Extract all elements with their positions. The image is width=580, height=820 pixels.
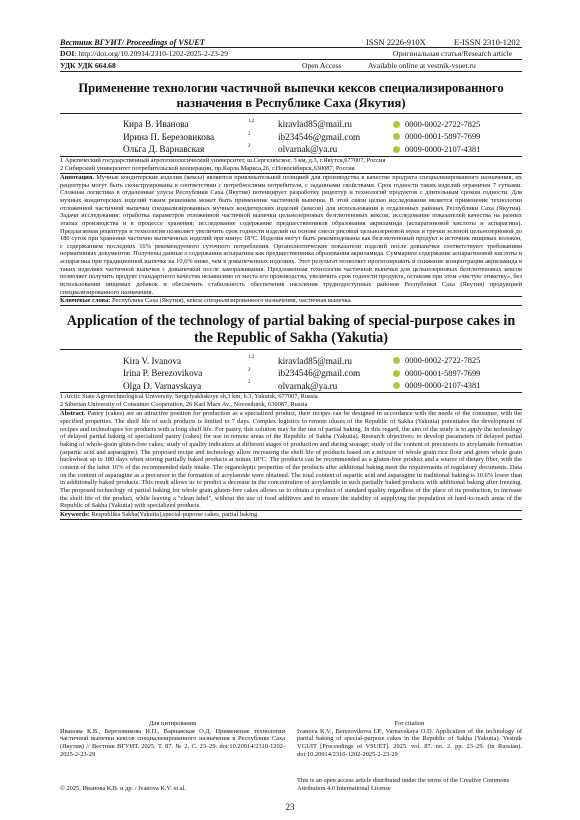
rule	[60, 349, 522, 350]
abstract-text: Мучные кондитерские изделия (кексы) являются привлекательной позицией для производства в качестве продукта специализированного назначения, их рецептуры могут быть сконструированы в соответствии с потребностями потребителя, с заданными свойствами. Срок годности таких изделий ограничен 7 сутками. Сложная логистика в отдаленные улусы Республики Саха (Якутия) потенцирует разработку рецептур и технологий продуктов с длительным сроком годности. Для мучных кондитерских изделий таким решением может быть применение частичной выпечки. В этой связи целью исследования является применение технологии отложенной частичной выпечки специализированных мучных кондитерских изделий (кексов) для использования в отдаленных районах Республики Саха (Якутия). Задачи исследования: отработка параметров отложенной частичной выпечки цельнозерновых безглютеновых кексов; исследование показателей качества на разных этапах производства и в процессе хранения; исследование содержание предшественников образования акриламида (аспарагиновой кислоты и аспарагина). Предлагаемая рецептура и технология позволяет увеличить срок годности изделий на основе смеси рисовой цельнозерновой муки и гречки зеленой цельнозерновой до 180 суток при хранении частично выпеченных изделий при минус 18°С. Изделия могут быть рекомендованы как безглютеновый продукт и источник пищевых волокон, с содержанием последних 16% рекомендуемого суточного потребления. Органолептические показатели изделий после довыпечки соответствуют требованиям нормативных документов. Получены данные о содержании аспарагина как предшественника образования акриламида. Суммарное содержание аспарагиновой кислоты и аспарагина при традиционной выпечке на 10,6% ниже, чем в довыпеченных изделиях. Этот результат позволяет прогнозировать и снижение концентрации акриламида в таких изделиях частичной выпечки с довыпечкой после замораживания. Предложенная технология частичной выпечки для цельнозерновых безглютеновых кексов позволяет получить продукт стандартного качества независимо от места его производства, увеличить срок годности продукта, оставляя при этом «чистую этикетку», без использования пищевых добавок и обеспечить стабильность обеспечения населения труднодоступных районов Республики Саха (Якутия) продукцией специализированного назначения.	[60, 173, 522, 296]
citation-en-text: Ivanova K.V., Berezovikova I.P., Varnavskaya O.D. Application of the technology of partial baking of special-purpose cakes in the Republic of Sakha (Yakutia). Vestnik VGUIT [Proceedings of VSUET]. 2025. vol. 87. no. 2. pp. 23–29. (in Russian). doi:10.20914/2310-1202-2025-2-23-29	[297, 727, 522, 758]
affiliation-2-ru: 2 Сибирский университет потребительской кооперации, пр.Карла Маркса,26, г.Новосибирск,630087, Россия	[60, 164, 355, 172]
authors-en	[60, 354, 522, 392]
author-orcid[interactable]: 0009-0000-2107-4381	[405, 381, 481, 391]
citation-ru-heading: Для цитирования	[148, 720, 197, 727]
journal-header	[60, 33, 522, 47]
title-en: Application of the technology of partial baking of special-purpose cakes in the Republic of Sakha (Yakutia)	[66, 313, 516, 347]
author-email[interactable]: olvarnak@ya.ru	[278, 144, 338, 155]
keywords-label: Ключевые слова:	[60, 297, 111, 305]
keywords-text: Республика Саха (Якутия), кексы специализированного назначения, частичная выпечка.	[110, 297, 352, 305]
citation-en-heading: For citation	[394, 720, 425, 727]
orcid-icon	[393, 133, 400, 140]
author-row	[60, 379, 522, 392]
open-access: Open Access	[302, 61, 342, 70]
abstract-label: Abstract.	[60, 410, 86, 418]
author-affiliation: 2	[248, 144, 251, 149]
affiliation-1-ru: 1 Арктический государственный агротехнологический университет, ш.Сергеляхское, 3 км, д.3, г.Якутск,677007, Россия	[60, 156, 386, 164]
author-name: Кира В. Иванова	[123, 119, 189, 130]
author-email[interactable]: kiravlad85@mail.ru	[278, 119, 353, 130]
author-email[interactable]: ib234546@gmail.com	[278, 131, 361, 142]
issn: ISSN 2226-910X	[365, 37, 426, 47]
udk-row	[60, 60, 522, 71]
keywords-text: Respublika Sakha(Yakutia),special-puporse cakes, partial baking.	[89, 510, 259, 518]
keywords-label: Keywords:	[60, 510, 90, 518]
author-email[interactable]: kiravlad85@mail.ru	[278, 355, 353, 366]
author-orcid[interactable]: 0000-0002-2722-7825	[405, 119, 481, 129]
author-name: Irina P. Berezovikova	[123, 368, 203, 379]
author-name: Ирина П. Березовикова	[123, 131, 215, 142]
doi-label: DOI	[60, 49, 75, 58]
abstract-en	[60, 410, 522, 510]
abstract-ru	[60, 174, 522, 297]
journal-name: Вестник ВГУИТ/ Proceedings of VSUET	[60, 38, 205, 47]
affiliation-2-en: 2 Siberian University of Consumer Cooperation, 26 Karl Marx Av., Novosibirsk, 630087, Russia	[60, 401, 308, 409]
author-affiliation: 2	[248, 131, 251, 137]
title-ru: Применение технологии частичной выпечки кексов специализированного назначения в Республике Саха (Якутия)	[78, 81, 504, 110]
citation-en	[297, 720, 522, 759]
author-affiliation: 2	[248, 367, 251, 373]
udk: УДК УДК 664.68	[60, 61, 116, 70]
author-name: Olga D. Varnavskaya	[123, 380, 202, 391]
doi-row	[60, 48, 522, 59]
author-row	[60, 143, 522, 156]
author-orcid[interactable]: 0000-0002-2722-7825	[405, 356, 481, 366]
orcid-icon	[393, 146, 400, 153]
doi-link[interactable]: : http://doi.org/10.20914/2310-1202-2025-2-23-29	[74, 49, 228, 58]
license-text: This is an open access article distributed under the terms of the Creative Commons Attribution 4.0 International License	[297, 777, 510, 792]
article-type: Оригинальная статья/Research article	[392, 49, 512, 58]
abstract-text: Pastry (cakes) are an attractive position for production as a specialized product, their recipes can be designed in accordance with the needs of the consumer, with the specified properties. The shelf life of such products is limited to 7 days. Complex logistics to remote uluses of the Republic of Sakha (Yakutia) potentiates the development of recipes and technologies for products with a long shelf life. For pastry, this solution may be the use of partial baking. In this regard, the aim of the study is to apply the technology of delayed partial baking of specialized pastry (cakes) for use in remote areas of the Republic of Sakha (Yakutia). Research objectives: to develop parameters of delayed partial baking of whole-grain gluten-free cakes; study of quality indicators at different stages of production and during storage; study of the content of precursors to acrylamide formation (aspartic acid and asparagine). The proposed recipe and technology allow increasing the shelf life of products based on a mixture of whole grain rice flour and green whole grain buckwheat up to 180 days when storing partially baked products at minus 18°C. The products can be recommended as a gluten-free product and a source of dietary fiber, with the content of the latter 16% of the recommended daily intake. The organoleptic properties of the products after additional baking meet the requirements of regulatory documents. Data on the content of asparagine as a precursor to the formation of acrylamide were obtained. The total content of aspartic acid and asparagine in traditional baking is 10.6% lower than in additionally baked products. This result allows us to predict a decrease in the concentration of acrylamide in such partially baked products with additional baking after freezing. The proposed technology of partial baking for whole grain gluten-free cakes allows us to obtain a product of standard quality regardless of the place of its production, to increase the shelf life of the product, while leaving a "clean label", without the use of food additives and to ensure the stability of supplying the population of hard-to-reach areas of the Republic of Sakha (Yakutia) with specialized products.	[60, 410, 522, 510]
keywords-ru	[60, 297, 522, 305]
orcid-icon	[393, 357, 400, 364]
citation-ru-text: Иванова К.В., Березовикова И.П., Варнавская О.Д. Применение технологии частичной выпечки кексов специализированного назначения в Республике Саха (Якутия) // Вестник ВГУИТ. 2025. Т. 87. № 2. С. 23–29. doi:10.20914/2310-1202-2025-2-23-29	[60, 727, 285, 758]
rule	[60, 305, 522, 306]
author-row	[60, 367, 522, 380]
rule	[60, 519, 522, 520]
author-email[interactable]: olvarnak@ya.ru	[278, 380, 338, 391]
paper-page	[60, 33, 522, 520]
author-email[interactable]: ib234546@gmail.com	[278, 368, 361, 379]
citation-ru	[60, 720, 285, 759]
eissn: E-ISSN 2310-1202	[453, 37, 520, 47]
license-block	[60, 777, 522, 793]
affiliation-1-en: 1 Arctic State Agrotechnological University, Sergelyakhskoye sh,3 km, b.3, Yakutsk, 677007, Russia	[60, 392, 318, 400]
author-row	[60, 354, 522, 367]
author-affiliation: 1,2	[248, 119, 255, 124]
author-affiliation: 2	[248, 380, 251, 386]
author-affiliation: 1,2	[248, 355, 255, 361]
author-orcid[interactable]: 0000-0001-5897-7699	[405, 132, 481, 142]
citation-block	[60, 720, 522, 759]
orcid-icon	[393, 370, 400, 377]
available-online[interactable]: Available online at vestnik-vsuet.ru	[368, 61, 476, 70]
header-rule	[60, 71, 522, 72]
orcid-icon	[393, 382, 400, 389]
author-name: Ольга Д. Варнавская	[123, 144, 205, 155]
rule	[60, 113, 522, 114]
page-number: 23	[285, 802, 295, 812]
author-orcid[interactable]: 0000-0001-5897-7699	[405, 368, 481, 378]
keywords-en	[60, 511, 522, 519]
author-orcid[interactable]: 0009-0000-2107-4381	[405, 144, 481, 154]
author-name: Kira V. Ivanova	[123, 355, 182, 366]
author-row	[60, 131, 522, 144]
authors-ru	[60, 118, 522, 156]
abstract-label: Аннотация.	[60, 173, 94, 181]
copyright: © 2025, Иванова К.В. и др. / Ivanova K.V. et al.	[60, 785, 186, 792]
orcid-icon	[393, 121, 400, 128]
author-row	[60, 118, 522, 131]
